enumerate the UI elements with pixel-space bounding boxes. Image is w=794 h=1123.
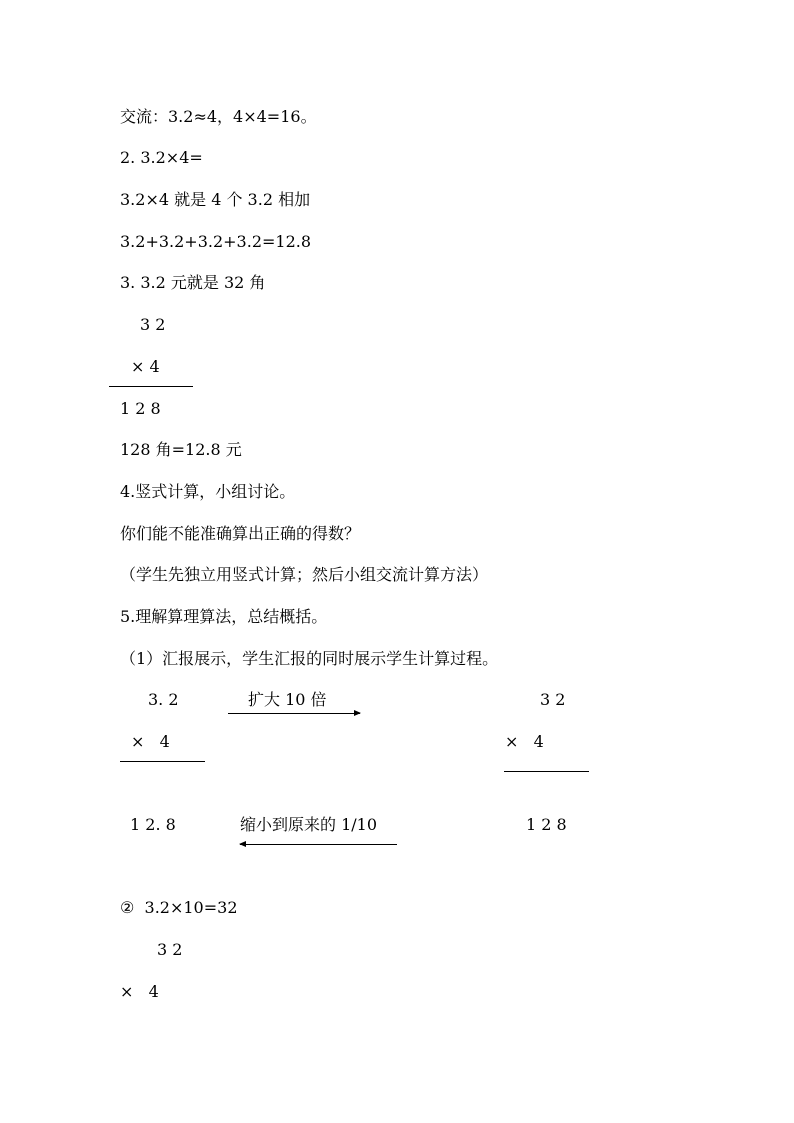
text-step-5: 5.理解算理算法，总结概括。	[120, 607, 328, 626]
vertical-calc-result: 1 2 8	[120, 399, 161, 418]
right-calc-multiplier: × 4	[505, 732, 544, 751]
text-step-3: 3. 3.2 元就是 32 角	[120, 273, 266, 292]
left-calc-multiplier: × 4	[131, 732, 170, 751]
left-calc-result: 1 2. 8	[130, 815, 176, 834]
text-conversion: 128 角=12.8 元	[120, 440, 242, 459]
right-calc-top: 3 2	[540, 690, 566, 709]
text-meaning: 3.2×4 就是 4 个 3.2 相加	[120, 190, 311, 209]
right-calc-result: 1 2 8	[526, 815, 567, 834]
text-question: 你们能不能准确算出正确的得数？	[120, 524, 361, 543]
left-calc-top: 3. 2	[148, 690, 179, 709]
text-part-2: ② 3.2×10=32	[120, 898, 238, 917]
text-exchange: 交流：3.2≈4，4×4=16。	[120, 107, 317, 126]
part-2-calc-top: 3 2	[157, 940, 183, 959]
arrow-label-reduce: 缩小到原来的 1/10	[240, 815, 378, 834]
text-addition: 3.2+3.2+3.2+3.2=12.8	[120, 232, 312, 251]
vertical-calc-multiplier: × 4	[131, 357, 160, 376]
text-instruction: （学生先独立用竖式计算；然后小组交流计算方法）	[120, 565, 489, 584]
left-arrow-icon	[240, 844, 397, 845]
right-calc-rule	[504, 771, 589, 772]
vertical-calc-top: 3 2	[140, 315, 166, 334]
part-2-calc-multiplier: × 4	[120, 982, 159, 1001]
vertical-calc-rule	[109, 386, 193, 387]
arrow-label-enlarge: 扩大 10 倍	[248, 690, 327, 709]
text-step-4: 4.竖式计算，小组讨论。	[120, 482, 296, 501]
right-arrow-icon	[228, 713, 360, 714]
text-report: （1）汇报展示，学生汇报的同时展示学生计算过程。	[120, 649, 499, 668]
text-step-2: 2. 3.2×4=	[120, 148, 203, 167]
left-calc-rule	[120, 761, 205, 762]
